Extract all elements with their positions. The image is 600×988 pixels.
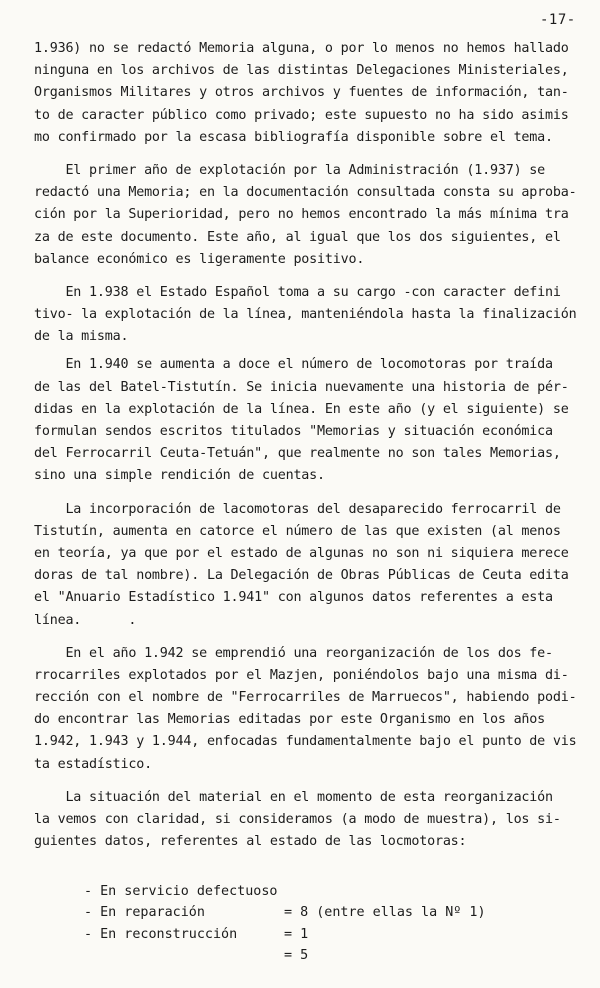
page-number: -17- bbox=[540, 12, 576, 28]
text-line: de la misma. bbox=[34, 329, 129, 345]
text-line: La situación del material en el momento de esta reorganización bbox=[34, 789, 553, 805]
locomotive-status-list bbox=[34, 859, 594, 964]
text-line: En 1.938 el Estado Español toma a su cargo -con caracter defini bbox=[34, 284, 561, 300]
text-line: sino una simple rendición de cuentas. bbox=[34, 468, 325, 484]
text-line: redactó una Memoria; en la documentación consultada consta su aproba- bbox=[34, 185, 577, 201]
text-line: ción por la Superioridad, pero no hemos encontrado la más mínima tra bbox=[34, 207, 569, 223]
status-value: = 1 bbox=[284, 926, 309, 942]
text-line: doras de tal nombre). La Delegación de Obras Públicas de Ceuta edita bbox=[34, 568, 569, 584]
paragraph bbox=[34, 643, 594, 776]
text-line: rrocarriles explotados por el Mazjen, poniéndolos bajo una misma di- bbox=[34, 667, 569, 683]
text-line: La incorporación de lacomotoras del desaparecido ferrocarril de bbox=[34, 501, 561, 517]
document-body bbox=[34, 38, 594, 964]
paragraph bbox=[34, 499, 594, 632]
text-line: el "Anuario Estadístico 1.941" con algunos datos referentes a esta bbox=[34, 590, 553, 606]
text-line: El primer año de explotación por la Administración (1.937) se bbox=[34, 162, 546, 178]
status-label: - En reparación bbox=[84, 905, 205, 921]
paragraph bbox=[34, 787, 594, 854]
text-line: rección con el nombre de "Ferrocarriles de Marruecos", habiendo podi- bbox=[34, 690, 577, 706]
paragraph bbox=[34, 354, 594, 487]
status-value: = 5 bbox=[284, 948, 309, 964]
text-line: del Ferrocarril Ceuta-Tetuán", que realmente no son tales Memorias, bbox=[34, 446, 561, 462]
text-line: Organismos Militares y otros archivos y fuentes de información, tan- bbox=[34, 85, 569, 101]
text-line: za de este documento. Este año, al igual que los dos siguientes, el bbox=[34, 229, 561, 245]
status-label: - En servicio defectuoso bbox=[84, 883, 278, 899]
text-line: línea. . bbox=[34, 612, 137, 628]
text-line: balance económico es ligeramente positivo. bbox=[34, 251, 365, 267]
status-value: = 8 (entre ellas la Nº 1) bbox=[284, 905, 486, 921]
text-line: formulan sendos escritos titulados "Memorias y situación económica bbox=[34, 424, 553, 439]
paragraph bbox=[34, 282, 594, 349]
text-line: mo confirmado por la escasa bibliografía disponible sobre el tema. bbox=[34, 129, 553, 145]
text-line: en teoría, ya que por el estado de algunas no son ni siquiera merece bbox=[34, 545, 569, 561]
text-line: En 1.940 se aumenta a doce el número de locomotoras por traída bbox=[34, 357, 553, 373]
text-line: ninguna en los archivos de las distintas Delegaciones Ministeriales, bbox=[34, 63, 569, 79]
text-line: ta estadístico. bbox=[34, 756, 152, 772]
text-line: to de caracter público como privado; este supuesto no ha sido asimis bbox=[34, 107, 569, 123]
text-line: En el año 1.942 se emprendió una reorganización de los dos fe- bbox=[34, 645, 553, 661]
text-line: didas en la explotación de la línea. En este año (y el siguiente) se bbox=[34, 401, 569, 417]
paragraph bbox=[34, 38, 594, 149]
text-line: la vemos con claridad, si consideramos (a modo de muestra), los si- bbox=[34, 812, 561, 827]
text-line: Tistutín, aumenta en catorce el número de las que existen (al menos bbox=[34, 523, 561, 539]
text-line: de las del Batel-Tistutín. Se inicia nuevamente una historia de pér- bbox=[34, 379, 569, 395]
text-line: 1.942, 1.943 y 1.944, enfocadas fundamentalmente bajo el punto de vis bbox=[34, 734, 577, 750]
status-label: - En reconstrucción bbox=[84, 926, 238, 942]
text-line: do encontrar las Memorias editadas por este Organismo en los años bbox=[34, 712, 546, 728]
text-line: 1.936) no se redactó Memoria alguna, o por lo menos no hemos hallado bbox=[34, 41, 569, 56]
paragraph bbox=[34, 160, 594, 271]
text-line: tivo- la explotación de la línea, manteniéndola hasta la finalización bbox=[34, 307, 577, 323]
text-line: guientes datos, referentes al estado de las locmotoras: bbox=[34, 834, 467, 850]
list-item bbox=[34, 902, 594, 964]
